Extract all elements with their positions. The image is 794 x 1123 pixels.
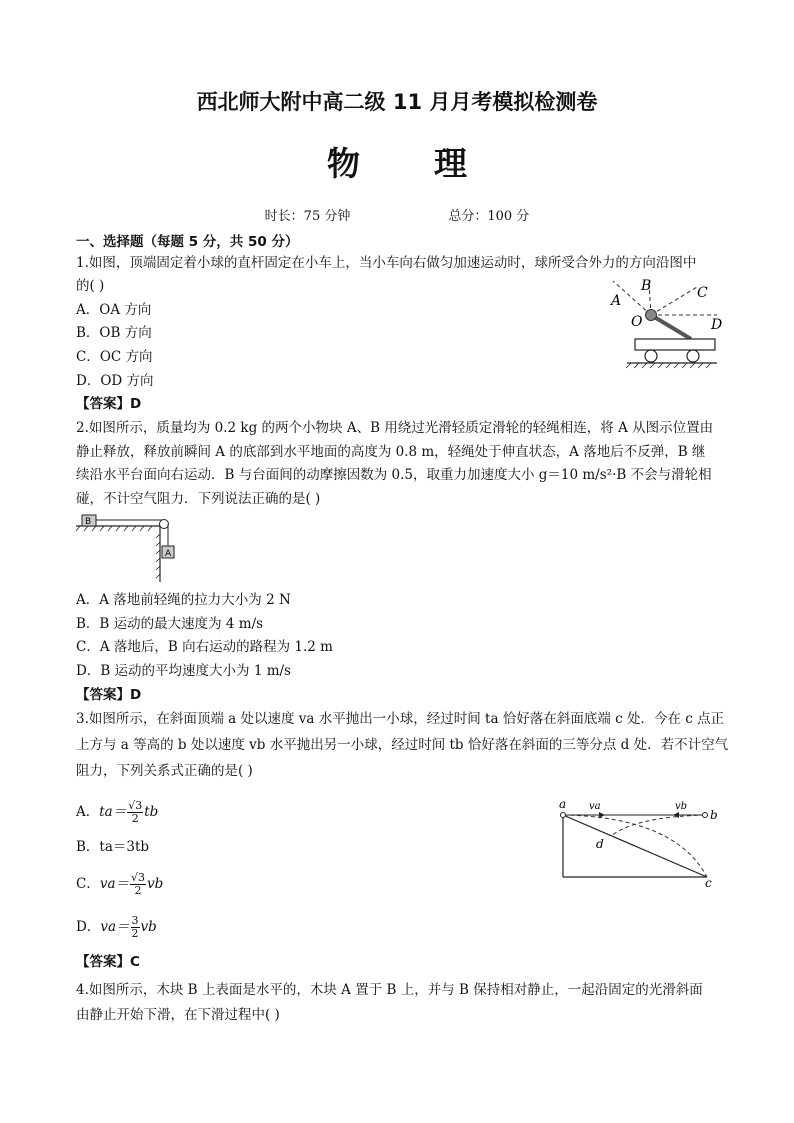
q4-stem-line1: 4.如图所示，木块 B 上表面是水平的，木块 A 置于 B 上，并与 B 保持相对静止，一起沿固定的光滑斜面 (76, 982, 703, 998)
exam-total: 总分：100 分 (448, 209, 530, 224)
q1-stem-line2: 的( ) (76, 278, 105, 294)
q2-stem-line4: 碰，不计空气阻力．下列说法正确的是( ) (76, 491, 321, 507)
q3-option-d-rhs: vb (140, 919, 157, 935)
q3-option-d-fraction (131, 915, 140, 940)
q3-option-a-rhs: tb (144, 804, 159, 820)
q2-stem-line3: 续沿水平台面向右运动．B 与台面间的动摩擦因数为 0.5，取重力加速度大小 g＝10 m/s²·B 不会与滑轮相 (76, 467, 712, 483)
exam-subject: 物理 (327, 144, 541, 183)
q2-stem-line1: 2.如图所示，质量均为 0.2 kg 的两个小物块 A、B 用绕过光滑轻质定滑轮的轻绳相连，将 A 从图示位置由 (76, 420, 714, 436)
q3-option-a-lhs: ta＝ (99, 804, 127, 820)
q1-label-c: C (697, 285, 708, 301)
q3-figure-incline (555, 795, 725, 890)
q3-option-b: B．ta＝3tb (76, 839, 150, 855)
q4-stem-line2: 由静止开始下滑，在下滑过程中( ) (76, 1007, 280, 1023)
q3-option-a-fraction (127, 800, 143, 825)
q3-option-c-num: √3 (131, 871, 146, 884)
exam-meta (0, 205, 794, 224)
q3-label-a: a (559, 797, 567, 811)
q3-option-d-num: 3 (131, 914, 139, 927)
q3-option-c-fraction (130, 872, 146, 897)
q1-answer: 【答案】D (76, 396, 142, 412)
q1-label-d: D (711, 317, 723, 333)
q3-label-va: va (589, 801, 601, 812)
q3-option-c (76, 872, 163, 897)
q3-option-c-lhs: va＝ (99, 876, 130, 892)
q3-option-d-prefix: D． (76, 919, 101, 935)
exam-duration: 时长：75 分钟 (264, 209, 351, 224)
q3-option-c-prefix: C． (76, 876, 100, 892)
q3-option-a-prefix: A． (76, 804, 100, 820)
q3-option-d (76, 915, 157, 940)
q3-label-b: b (710, 808, 718, 822)
q3-stem-line2: 上方与 a 等高的 b 处以速度 vb 水平抛出另一小球，经过时间 tb 恰好落在斜面的三等分点 d 处．若不计空气 (76, 737, 729, 753)
q3-label-c: c (705, 876, 712, 890)
q3-option-d-den: 2 (131, 927, 139, 940)
q2-label-b: B (85, 517, 92, 527)
q2-option-d: D．B 运动的平均速度大小为 1 m/s (76, 663, 291, 679)
q2-answer: 【答案】D (76, 687, 142, 703)
q3-option-c-rhs: vb (147, 876, 164, 892)
q2-figure-pulley (76, 512, 186, 584)
q3-label-vb: vb (675, 801, 688, 812)
q3-stem-line1: 3.如图所示，在斜面顶端 a 处以速度 va 水平抛出一小球，经过时间 ta 恰好落在斜面底端 c 处．今在 c 点正 (76, 711, 725, 727)
q1-option-a: A．OA 方向 (76, 302, 152, 318)
q1-label-a: A (611, 293, 622, 309)
q2-option-a: A．A 落地前轻绳的拉力大小为 2 N (76, 592, 291, 608)
q2-option-c: C．A 落地后，B 向右运动的路程为 1.2 m (76, 639, 333, 655)
q1-option-d: D．OD 方向 (76, 373, 154, 389)
q3-option-a-den: 2 (131, 812, 139, 825)
q2-stem-line2: 静止释放，释放前瞬间 A 的底部到水平地面的高度为 0.8 m，轻绳处于伸直状态，A 落地后不反弹，B 继 (76, 444, 706, 460)
q1-figure-cart (605, 277, 730, 372)
q3-option-a (76, 800, 158, 825)
q3-stem-line3: 阻力，下列关系式正确的是( ) (76, 763, 253, 779)
q3-option-a-num: √3 (128, 799, 143, 812)
q3-option-d-lhs: va＝ (100, 919, 130, 935)
q2-option-b: B．B 运动的最大速度为 4 m/s (76, 616, 264, 632)
section-heading: 一、选择题（每题 5 分，共 50 分） (76, 234, 299, 250)
q1-option-b: B．OB 方向 (76, 325, 152, 341)
q3-answer: 【答案】C (76, 954, 140, 970)
q1-stem-line1: 1.如图，顶端固定着小球的直杆固定在小车上，当小车向右做匀加速运动时，球所受合外力的方向沿图中 (76, 255, 697, 271)
exam-title: 西北师大附中高二级 11 月月考模拟检测卷 (196, 90, 598, 114)
q1-label-o: O (631, 314, 643, 330)
q1-option-c: C．OC 方向 (76, 349, 153, 365)
q3-option-c-den: 2 (134, 884, 142, 897)
q3-label-d: d (596, 837, 604, 851)
q2-label-a: A (165, 549, 172, 559)
q1-label-b: B (641, 278, 652, 294)
